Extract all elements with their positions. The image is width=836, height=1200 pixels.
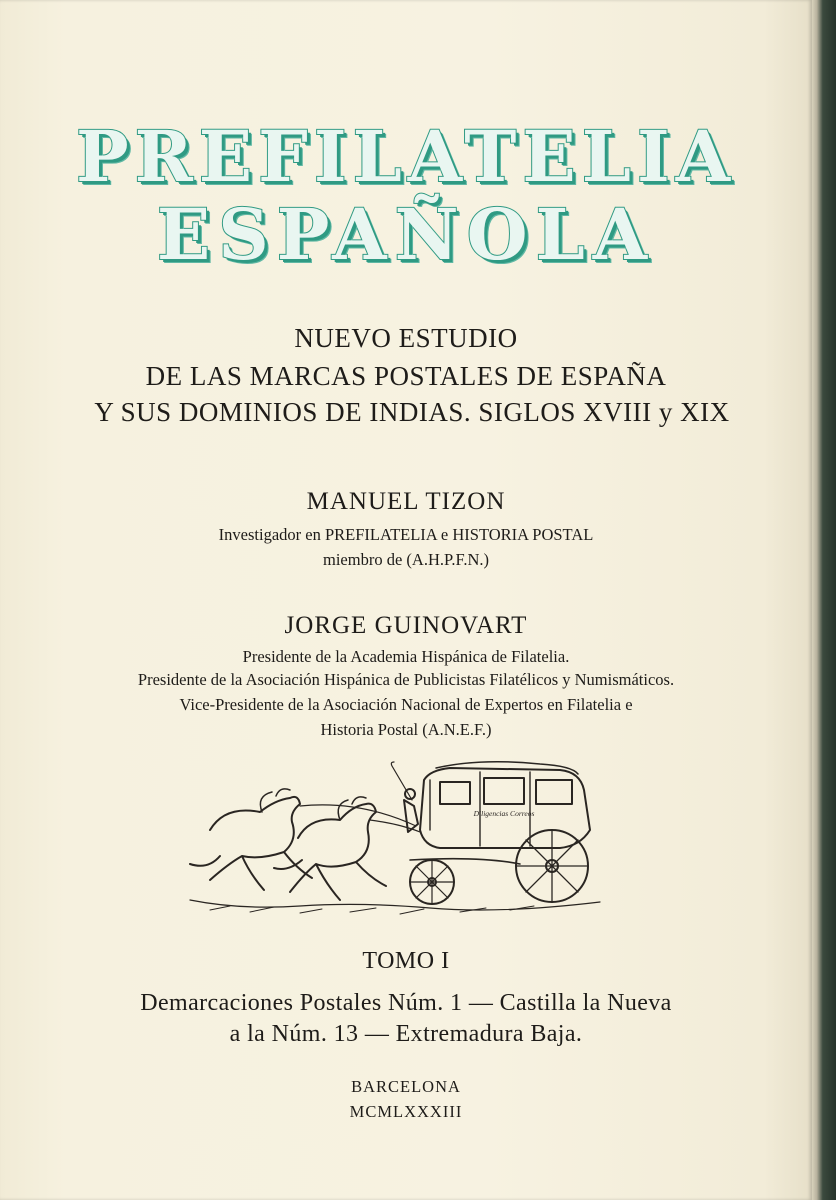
book-title-line-1: PREFILATELIA [75, 115, 737, 198]
volume-range-line-2: a la Núm. 13 — Extremadura Baja. [229, 1021, 583, 1047]
author-1-role-1: Investigador en PREFILATELIA e HISTORIA POSTAL [218, 525, 594, 544]
author-2-role-1: Presidente de la Academia Hispánica de Filatelia. [242, 647, 570, 666]
author-2-role-2: Presidente de la Asociación Hispánica de Publicistas Filatélicos y Numismáticos. [137, 670, 675, 689]
author-name-1: MANUEL TIZON [306, 488, 506, 515]
imprint-city: BARCELONA [351, 1077, 461, 1096]
volume-range-line-1: Demarcaciones Postales Núm. 1 — Castilla la Nueva [140, 990, 672, 1016]
book-title-line-2: ESPAÑOLA [156, 193, 656, 276]
stagecoach-icon [180, 760, 610, 920]
author-2-role-4: Historia Postal (A.N.E.F.) [320, 720, 492, 739]
author-name-2: JORGE GUINOVART [284, 612, 528, 639]
author-2-role-3: Vice-Presidente de la Asociación Nacional de Expertos en Filatelia e [179, 695, 633, 714]
book-page-edge [812, 0, 836, 1200]
coach-inscription: Diligencias Correos [473, 809, 535, 818]
subtitle-line-2: DE LAS MARCAS POSTALES DE ESPAÑA [145, 361, 667, 391]
imprint-year: MCMLXXXIII [349, 1102, 463, 1121]
author-1-role-2: miembro de (A.H.P.F.N.) [323, 550, 489, 569]
subtitle-line-3: Y SUS DOMINIOS DE INDIAS. SIGLOS XVIII y XIX [94, 397, 730, 427]
subtitle-line-1: NUEVO ESTUDIO [294, 323, 518, 353]
volume-label: TOMO I [362, 948, 450, 974]
